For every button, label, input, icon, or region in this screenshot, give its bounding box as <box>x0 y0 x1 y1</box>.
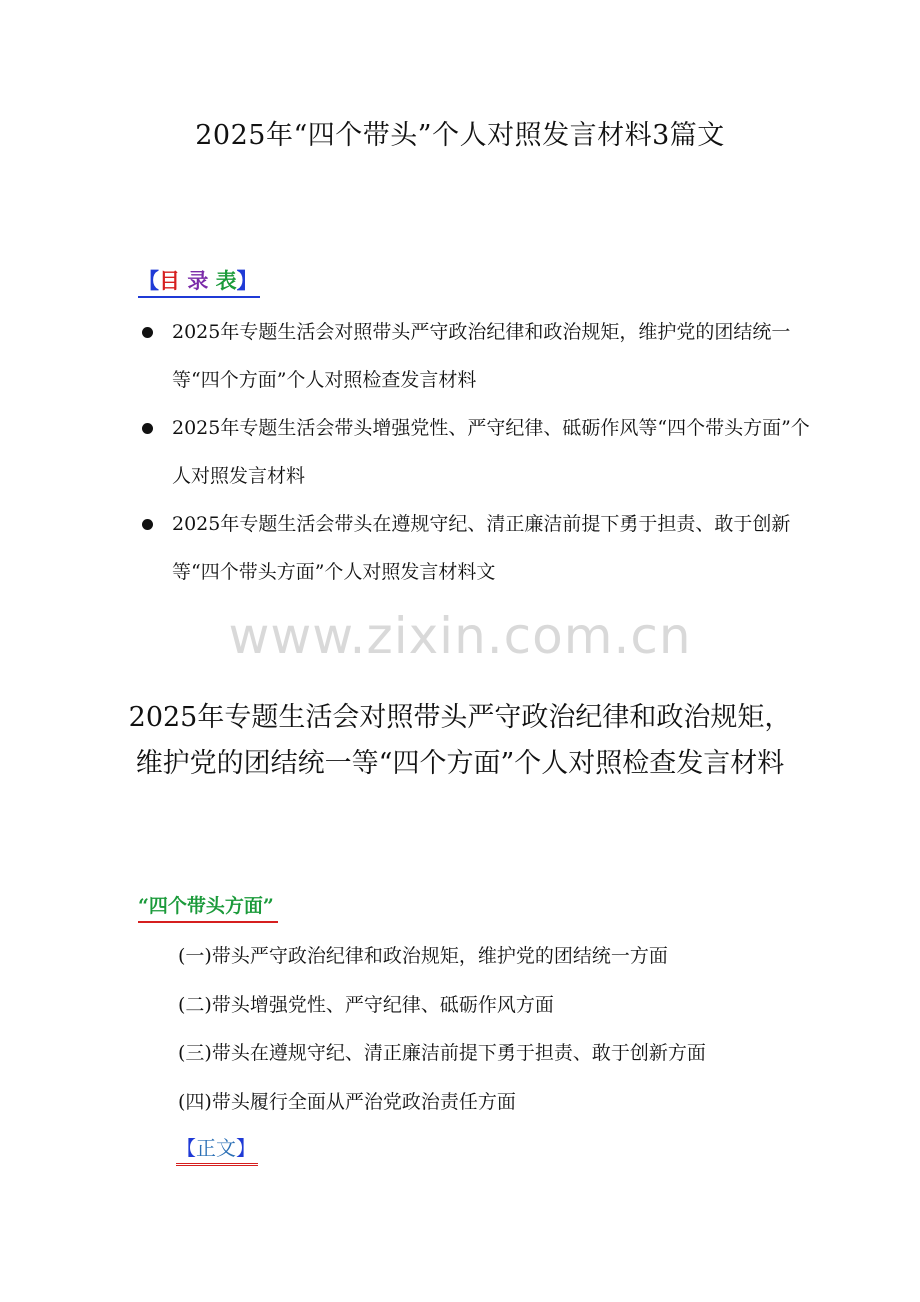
toc-item[interactable] <box>140 308 820 404</box>
body-heading <box>176 1134 258 1166</box>
toc-item-text: 2025年专题生活会对照带头严守政治纪律和政治规矩，维护党的团结统一等“四个方面”个人对照检查发言材料 <box>172 321 791 391</box>
body-bracket-open: 【 <box>176 1136 196 1160</box>
bullet-icon <box>142 423 153 434</box>
four-aspects-heading: “四个带头方面” <box>138 892 278 923</box>
document-title: 2025年“四个带头”个人对照发言材料3篇文 <box>195 120 725 151</box>
toc-bracket-close: 】 <box>236 268 258 293</box>
section-title: 2025年专题生活会对照带头严守政治纪律和政治规矩，维护党的团结统一等“四个方面”个人对照检查发言材料 <box>128 702 792 779</box>
four-aspects-item: (三)带头在遵规守纪、清正廉洁前提下勇于担责、敢于创新方面 <box>178 1042 706 1064</box>
four-aspects-list <box>178 932 706 1126</box>
toc-item[interactable] <box>140 404 820 500</box>
toc-char-2: 录 <box>187 268 209 293</box>
toc-heading <box>138 266 260 298</box>
body-heading-text: 正文 <box>196 1136 236 1160</box>
toc-char-3: 表 <box>215 268 237 293</box>
watermark: www.zixin.com.cn <box>228 607 692 665</box>
four-aspects-item: (一)带头严守政治纪律和政治规矩，维护党的团结统一方面 <box>178 945 668 967</box>
toc-char-1: 目 <box>159 268 180 293</box>
body-bracket-close: 】 <box>236 1136 256 1160</box>
toc-bracket-open: 【 <box>138 268 159 293</box>
bullet-icon <box>142 519 153 530</box>
bullet-icon <box>142 327 153 338</box>
four-aspects-item: (四)带头履行全面从严治党政治责任方面 <box>178 1090 516 1113</box>
toc-item-text: 2025年专题生活会带头增强党性、严守纪律、砥砺作风等“四个带头方面”个人对照发言材料 <box>172 417 810 487</box>
toc-list <box>140 308 820 596</box>
four-aspects-item: (二)带头增强党性、严守纪律、砥砺作风方面 <box>178 993 554 1016</box>
toc-item[interactable] <box>140 500 820 596</box>
toc-item-text: 2025年专题生活会带头在遵规守纪、清正廉洁前提下勇于担责、敢于创新等“四个带头方面”个人对照发言材料文 <box>172 513 791 583</box>
